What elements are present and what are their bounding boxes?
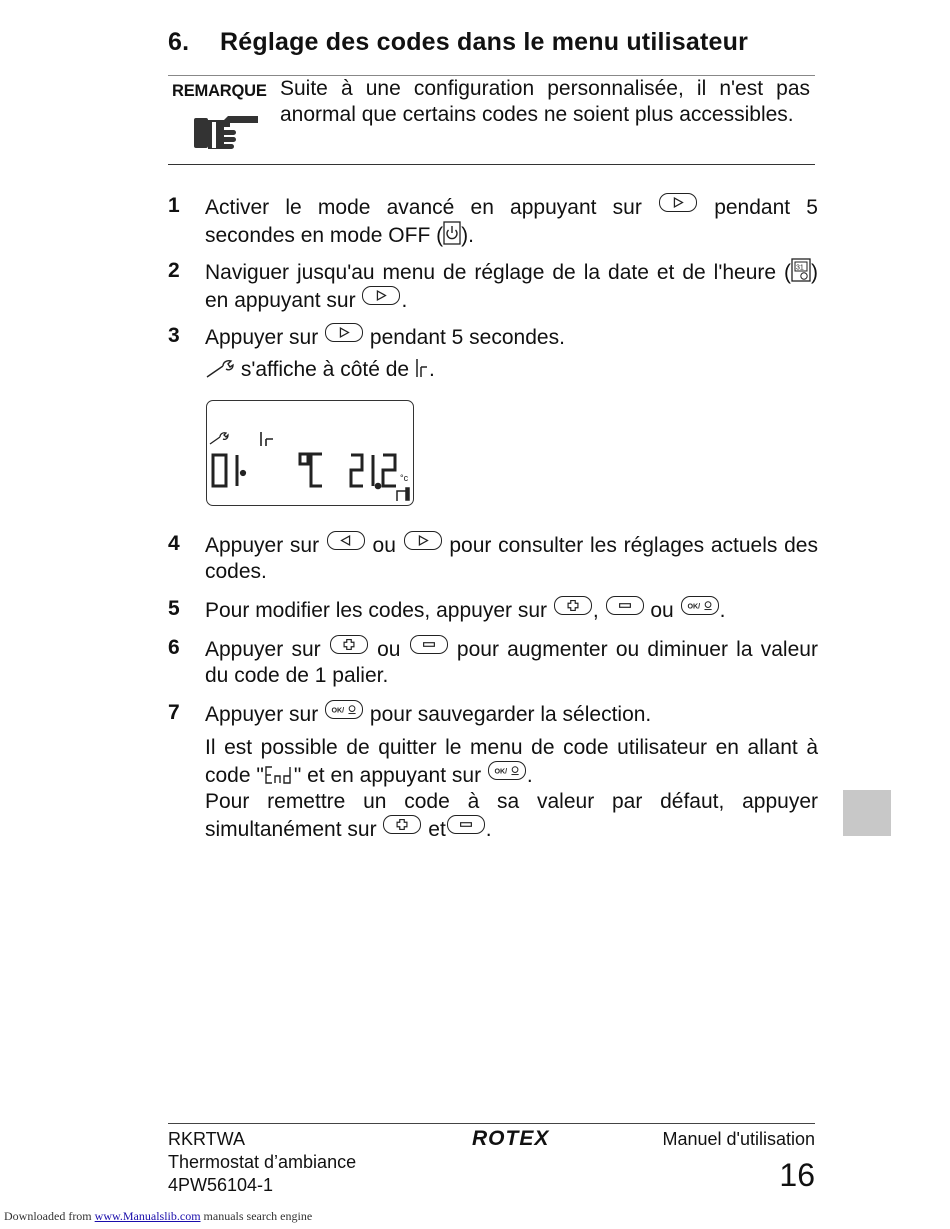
- lcd-display: [206, 400, 414, 506]
- step-text: ,: [592, 599, 599, 622]
- step-7: [168, 700, 818, 843]
- step-text: pour augmenter ou diminuer la valeur du code de 1 palier.: [205, 638, 818, 687]
- svg-text:OK/: OK/: [331, 706, 345, 715]
- step-number: 7: [168, 701, 180, 724]
- step-text: Il est possible de quitter le menu de code utilisateur en allant à code ": [205, 736, 818, 787]
- step-text: Appuyer sur: [205, 534, 320, 557]
- ok-button-icon: [681, 596, 719, 615]
- step-1: [168, 193, 818, 249]
- power-icon: [443, 221, 461, 245]
- pointing-hand-icon: [190, 108, 262, 154]
- step-text: .: [719, 599, 726, 622]
- step-text: ou: [377, 638, 401, 661]
- brand-logo: ROTEX: [472, 1127, 550, 1150]
- step-text: Appuyer sur: [205, 638, 321, 661]
- step-number: 2: [168, 259, 180, 282]
- lcd-temperature-digits: [351, 455, 396, 488]
- minus-button-icon: [447, 815, 485, 834]
- plus-button-icon: [554, 596, 592, 615]
- svg-text:31: 31: [796, 264, 804, 272]
- step-text: pour consulter les réglages actuels des codes.: [205, 534, 818, 583]
- page-number: 16: [779, 1157, 815, 1193]
- step-5: [168, 596, 818, 624]
- thermometer-icon: [397, 488, 409, 501]
- left-arrow-button-icon: [327, 531, 365, 550]
- step-number: 5: [168, 597, 180, 620]
- footer-description: Thermostat d’ambiance: [168, 1152, 357, 1172]
- lcd-degree-c: [300, 454, 322, 486]
- end-segment-icon: [264, 765, 294, 785]
- wrench-icon: [205, 359, 235, 379]
- right-arrow-button-icon: [362, 286, 400, 305]
- manualslib-link[interactable]: www.Manualslib.com: [94, 1209, 201, 1223]
- step-text: .: [485, 818, 492, 841]
- lcd-code-digits: [213, 455, 245, 486]
- step-text: Activer le mode avancé en appuyant sur: [205, 196, 642, 219]
- right-arrow-button-icon: [325, 323, 363, 342]
- plus-button-icon: [330, 635, 368, 654]
- right-arrow-button-icon: [404, 531, 442, 550]
- chapter-tab-marker: [843, 790, 891, 836]
- minus-button-icon: [606, 596, 644, 615]
- svg-text:OK/: OK/: [494, 767, 508, 776]
- step-text: pendant 5 secondes.: [369, 326, 565, 349]
- step-3: [168, 323, 818, 383]
- step-text: .: [428, 358, 435, 381]
- download-note: [4, 1209, 312, 1224]
- note-label: REMARQUE: [172, 82, 267, 100]
- section-title: [168, 28, 818, 57]
- step-text: Naviguer jusqu'au menu de réglage de la date et de l'heure (: [205, 261, 791, 284]
- lcd-small-unit: °c: [400, 473, 409, 483]
- step-number: 1: [168, 194, 180, 217]
- step-4: [168, 531, 818, 585]
- minus-button-icon: [410, 635, 448, 654]
- step-2: [168, 258, 818, 314]
- step-text: Pour modifier les codes, appuyer sur: [205, 599, 547, 622]
- step-text: et: [428, 818, 446, 841]
- ok-button-icon: [488, 761, 526, 780]
- step-number: 3: [168, 324, 180, 347]
- footer-doc-title: Manuel d'utilisation: [662, 1129, 815, 1149]
- plus-button-icon: [383, 815, 421, 834]
- step-number: 4: [168, 532, 180, 555]
- section-number: 6.: [168, 28, 190, 56]
- step-text: Pour remettre un code à sa valeur par défaut, appuyer simultanément sur: [205, 790, 818, 841]
- footer-doc-code: 4PW56104-1: [168, 1175, 274, 1195]
- step-text: " et en appuyant sur: [293, 764, 482, 787]
- step-text: ou: [650, 599, 674, 622]
- download-suffix: manuals search engine: [203, 1209, 313, 1223]
- step-text: Appuyer sur: [205, 703, 319, 726]
- right-arrow-button-icon: [659, 193, 697, 212]
- ok-button-icon: [325, 700, 363, 719]
- step-text: Appuyer sur: [205, 326, 319, 349]
- note-bottom-rule: [168, 164, 815, 165]
- lr-segment-icon: [415, 357, 429, 379]
- wrench-icon: [210, 433, 228, 444]
- step-text: .: [526, 764, 533, 787]
- step-text: s'affiche à côté de: [240, 358, 410, 381]
- svg-text:OK/: OK/: [687, 602, 700, 611]
- step-number: 6: [168, 636, 180, 659]
- step-text: pour sauvegarder la sélection.: [369, 703, 652, 726]
- step-6: [168, 635, 818, 689]
- step-text: .: [401, 289, 408, 312]
- lcd-content: [207, 401, 413, 505]
- calendar-clock-icon: [791, 258, 811, 282]
- lr-segment-icon: [261, 432, 273, 446]
- step-text: ou: [372, 534, 396, 557]
- step-text: pendant 5 secondes en mode OFF (: [205, 196, 818, 247]
- note-text: Suite à une configuration personnalisée, il n'est pas anormal que certains codes ne soient plus accessibles.: [280, 77, 810, 126]
- step-text: ).: [461, 224, 474, 247]
- footer-rule: [168, 1123, 815, 1124]
- step-text: ) en appuyant sur: [205, 261, 818, 312]
- footer-model: RKRTWA: [168, 1129, 246, 1149]
- section-title-text: Réglage des codes dans le menu utilisateur: [220, 28, 749, 56]
- download-prefix: Downloaded from: [4, 1209, 92, 1223]
